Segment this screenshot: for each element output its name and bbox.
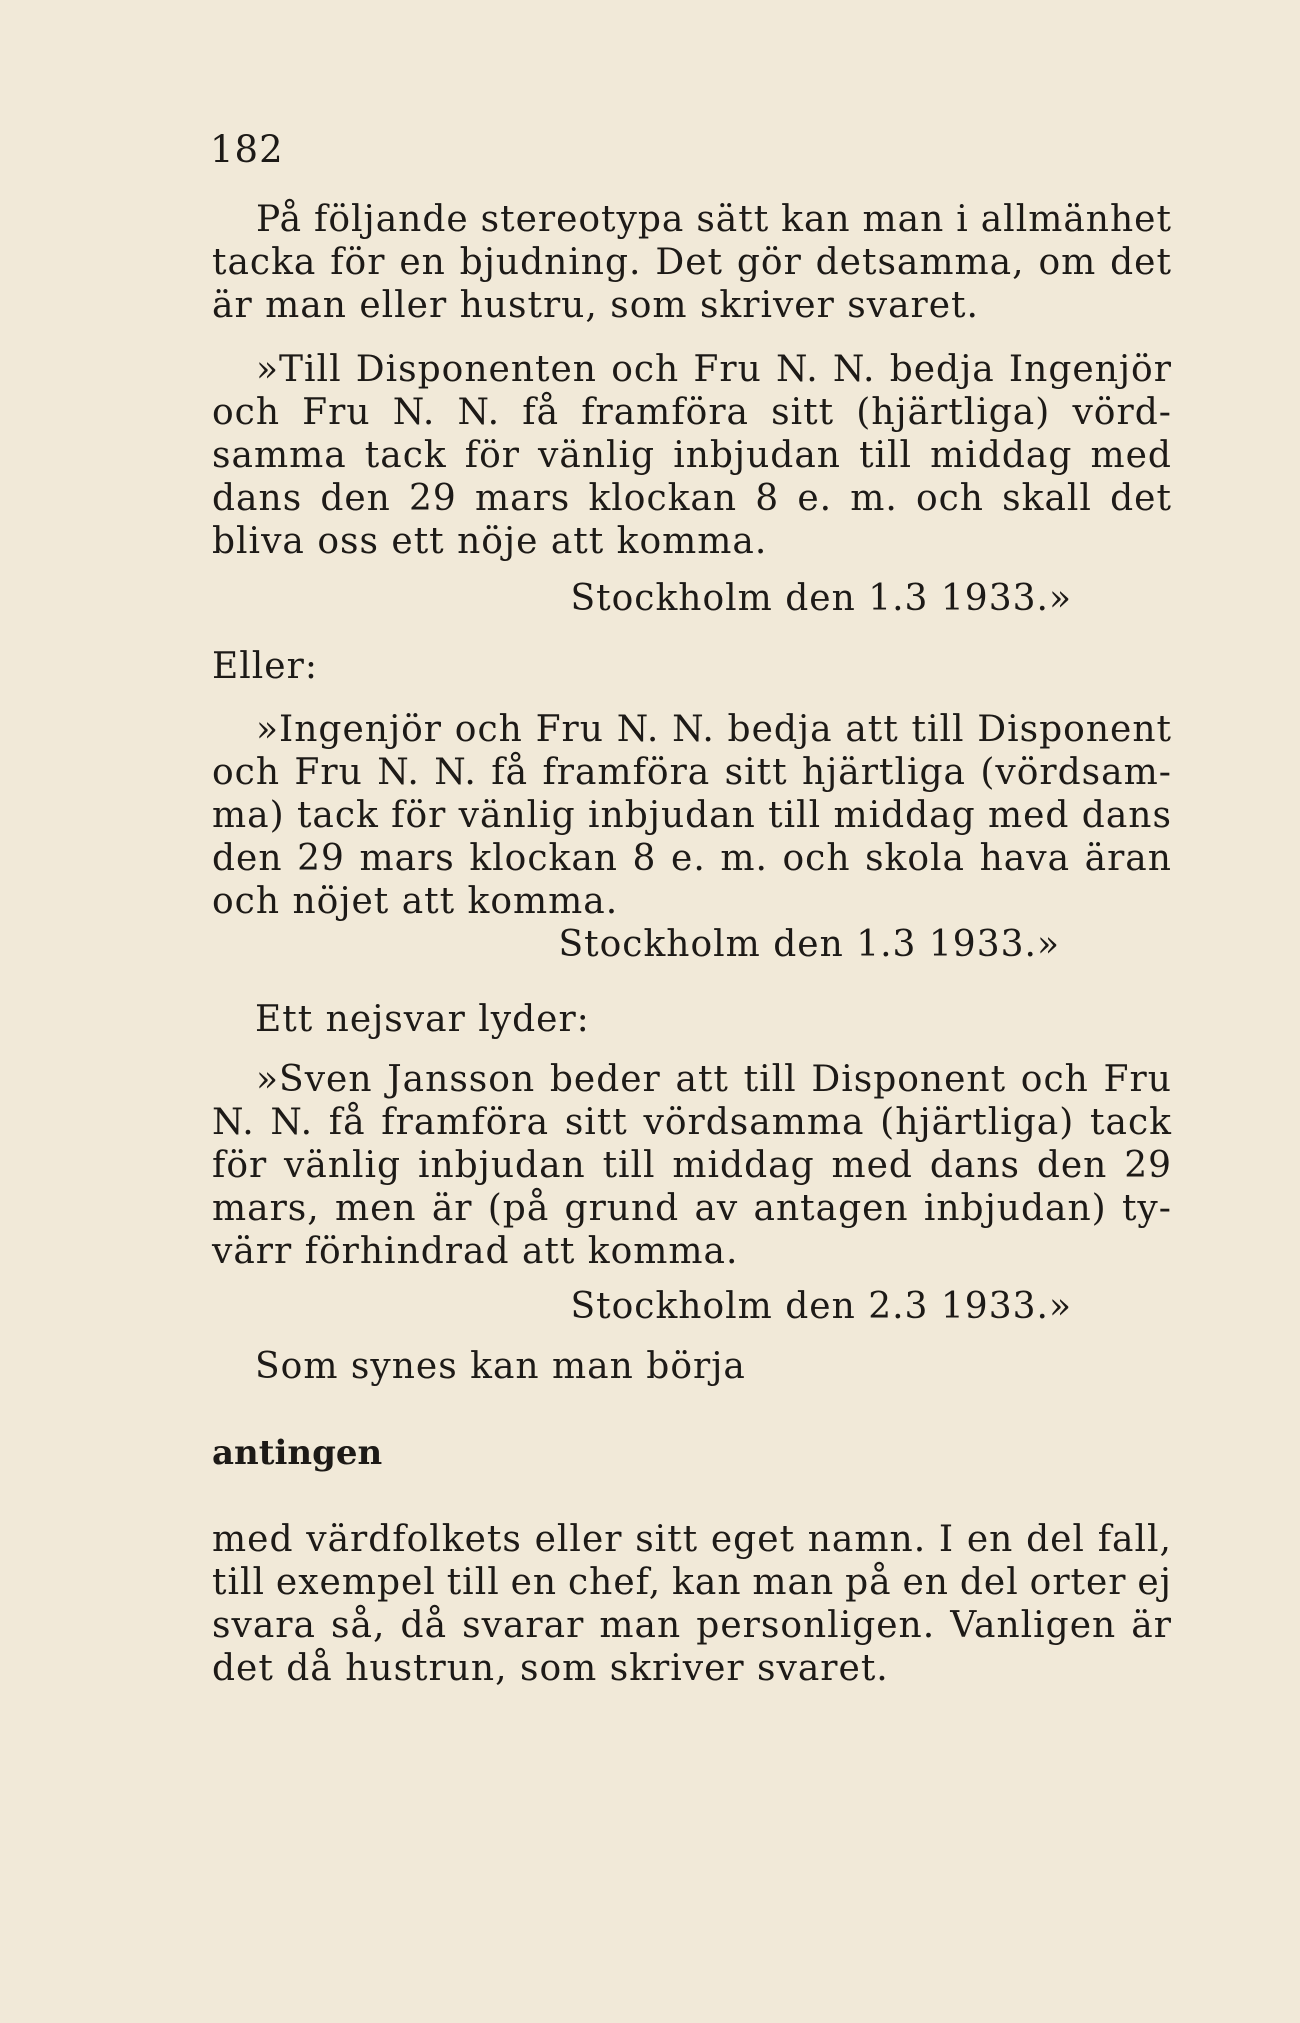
letter-decline (212, 1058, 1172, 1328)
text-line: »Sven Jansson beder att till Disponent och Fru (256, 1059, 1172, 1100)
text-line: och Fru N. N. få framföra sitt (hjärtliga) vörd- (212, 392, 1172, 433)
som-synes-line: Som synes kan man börja (255, 1346, 746, 1387)
text-line: den 29 mars klockan 8 e. m. och skola hava äran (212, 838, 1172, 879)
nejsvar-label: Ett nejsvar lyder: (255, 999, 590, 1040)
text-line: dans den 29 mars klockan 8 e. m. och skall det (212, 478, 1172, 519)
letter-acceptance-2 (212, 708, 1172, 966)
text-line: tacka för en bjudning. Det gör detsamma, om det (212, 242, 1172, 283)
text-line: värr förhindrad att komma. (212, 1231, 739, 1272)
text-line: och Fru N. N. få framföra sitt hjärtliga (vördsam- (212, 752, 1172, 793)
intro-paragraph (212, 198, 1172, 327)
letter-signature: Stockholm den 1.3 1933.» (570, 578, 1072, 619)
text-line: svara så, då svarar man personligen. Vanligen är (212, 1605, 1172, 1646)
text-line: ma) tack för vänlig inbjudan till middag med dans (212, 795, 1172, 836)
text-line: det då hustrun, som skriver svaret. (212, 1648, 889, 1689)
letter-signature: Stockholm den 1.3 1933.» (558, 924, 1060, 965)
text-line: är man eller hustru, som skriver svaret. (212, 285, 979, 326)
text-line: samma tack för vänlig inbjudan till middag med (212, 435, 1172, 476)
page-number: 182 (210, 128, 284, 171)
text-line: N. N. få framföra sitt vördsamma (hjärtliga) tack (212, 1102, 1172, 1143)
text-line: »Ingenjör och Fru N. N. bedja att till Disponent (256, 709, 1172, 750)
text-line: med värdfolkets eller sitt eget namn. I en del fall, (212, 1519, 1172, 1560)
text-line: och nöjet att komma. (212, 881, 619, 922)
antingen-heading: antingen (212, 1433, 383, 1473)
text-line: mars, men är (på grund av antagen inbjudan) ty- (212, 1188, 1172, 1229)
text-line: bliva oss ett nöje att komma. (212, 521, 768, 562)
closing-paragraph (212, 1518, 1172, 1690)
letter-acceptance-1 (212, 348, 1172, 620)
letter-signature: Stockholm den 2.3 1933.» (570, 1286, 1072, 1327)
text-line: till exempel till en chef, kan man på en del orter ej (212, 1562, 1172, 1603)
eller-label: Eller: (212, 646, 318, 687)
text-line: för vänlig inbjudan till middag med dans den 29 (212, 1145, 1172, 1186)
text-line: På följande stereotypa sätt kan man i allmänhet (256, 199, 1172, 240)
text-line: »Till Disponenten och Fru N. N. bedja Ingenjör (256, 349, 1172, 390)
